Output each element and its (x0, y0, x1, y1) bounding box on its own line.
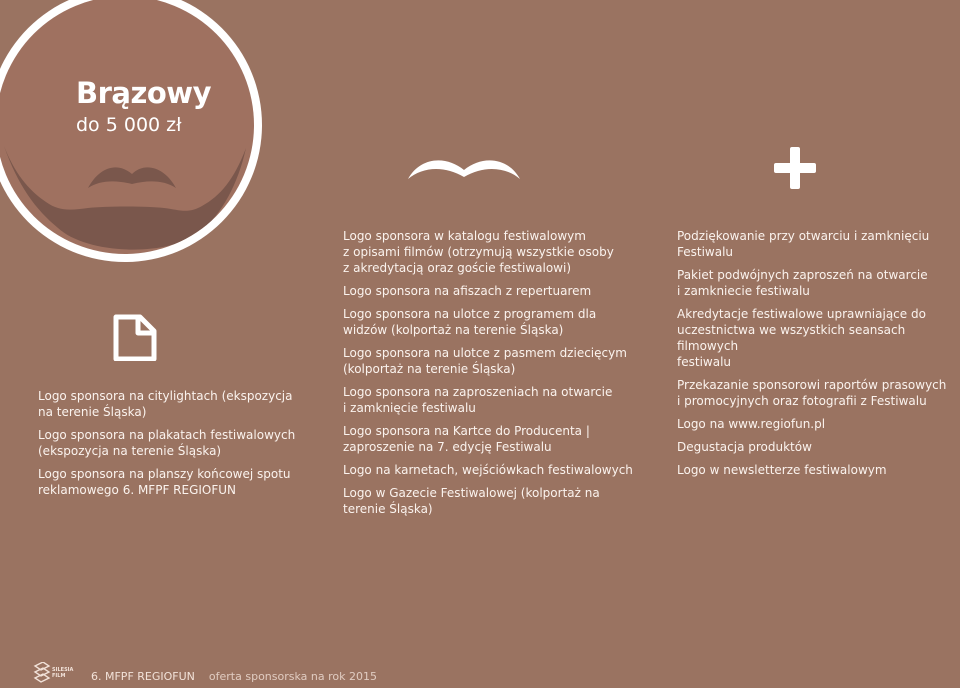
benefit-item: Logo w Gazecie Festiwalowej (kolportaż na terenie Śląska) (343, 486, 600, 516)
benefit-item: Logo sponsora na plakatach festiwalowych (ekspozycja na terenie Śląska) (38, 428, 296, 458)
mustache-icon (404, 155, 524, 185)
benefit-item: Logo sponsora w katalogu festiwalowym z opisami filmów (otrzymują wszystkie osoby z akredytacją oraz goście festiwalowi) (343, 229, 614, 275)
silesia-film-logo-text: SILESIA FILM (52, 667, 74, 679)
benefits-column-extras (677, 228, 960, 485)
benefit-item: Degustacja produktów (677, 440, 812, 454)
footer-subtitle: oferta sponsorska na rok 2015 (208, 670, 377, 683)
benefit-item: Logo sponsora na Kartce do Producenta | zaproszenie na 7. edycję Festiwalu (343, 424, 590, 454)
benefit-item: Logo sponsora na afiszach z repertuarem (343, 284, 592, 298)
benefit-item: Logo w newsletterze festiwalowym (677, 463, 887, 477)
benefit-item: Logo sponsora na ulotce z programem dla widzów (kolportaż na terenie Śląska) (343, 307, 597, 337)
benefit-item: Logo sponsora na zaproszeniach na otwarcie i zamknięcie festiwalu (343, 385, 613, 415)
benefit-item: Pakiet podwójnych zaproszeń na otwarcie i zamkniecie festiwalu (677, 268, 928, 298)
benefit-item: Logo sponsora na ulotce z pasmem dziecięcym (kolportaż na terenie Śląska) (343, 346, 627, 376)
footer-festival: 6. MFPF REGIOFUN (91, 670, 195, 683)
benefit-item: Akredytacje festiwalowe uprawniające do uczestnictwa we wszystkich seansach filmowych festiwalu (677, 307, 926, 369)
benefit-item: Przekazanie sponsorowi raportów prasowych i promocyjnych oraz fotografii z Festiwalu (677, 378, 947, 408)
tier-title: Brązowy (76, 76, 211, 110)
benefit-item: Logo na www.regiofun.pl (677, 417, 826, 431)
benefits-column-promotion (38, 388, 300, 505)
tier-amount: do 5 000 zł (76, 114, 182, 136)
silesia-film-logo (33, 662, 51, 684)
benefit-item: Logo na karnetach, wejściówkach festiwalowych (343, 463, 633, 477)
benefit-item: Logo sponsora na citylightach (ekspozycja na terenie Śląska) (38, 389, 293, 419)
benefits-column-print (343, 228, 643, 524)
plus-icon (772, 145, 818, 191)
benefit-item: Logo sponsora na planszy końcowej spotu reklamowego 6. MFPF REGIOFUN (38, 467, 291, 497)
footer (91, 670, 377, 683)
benefit-item: Podziękowanie przy otwarciu i zamknięciu Festiwalu (677, 229, 930, 259)
document-icon (110, 313, 158, 361)
